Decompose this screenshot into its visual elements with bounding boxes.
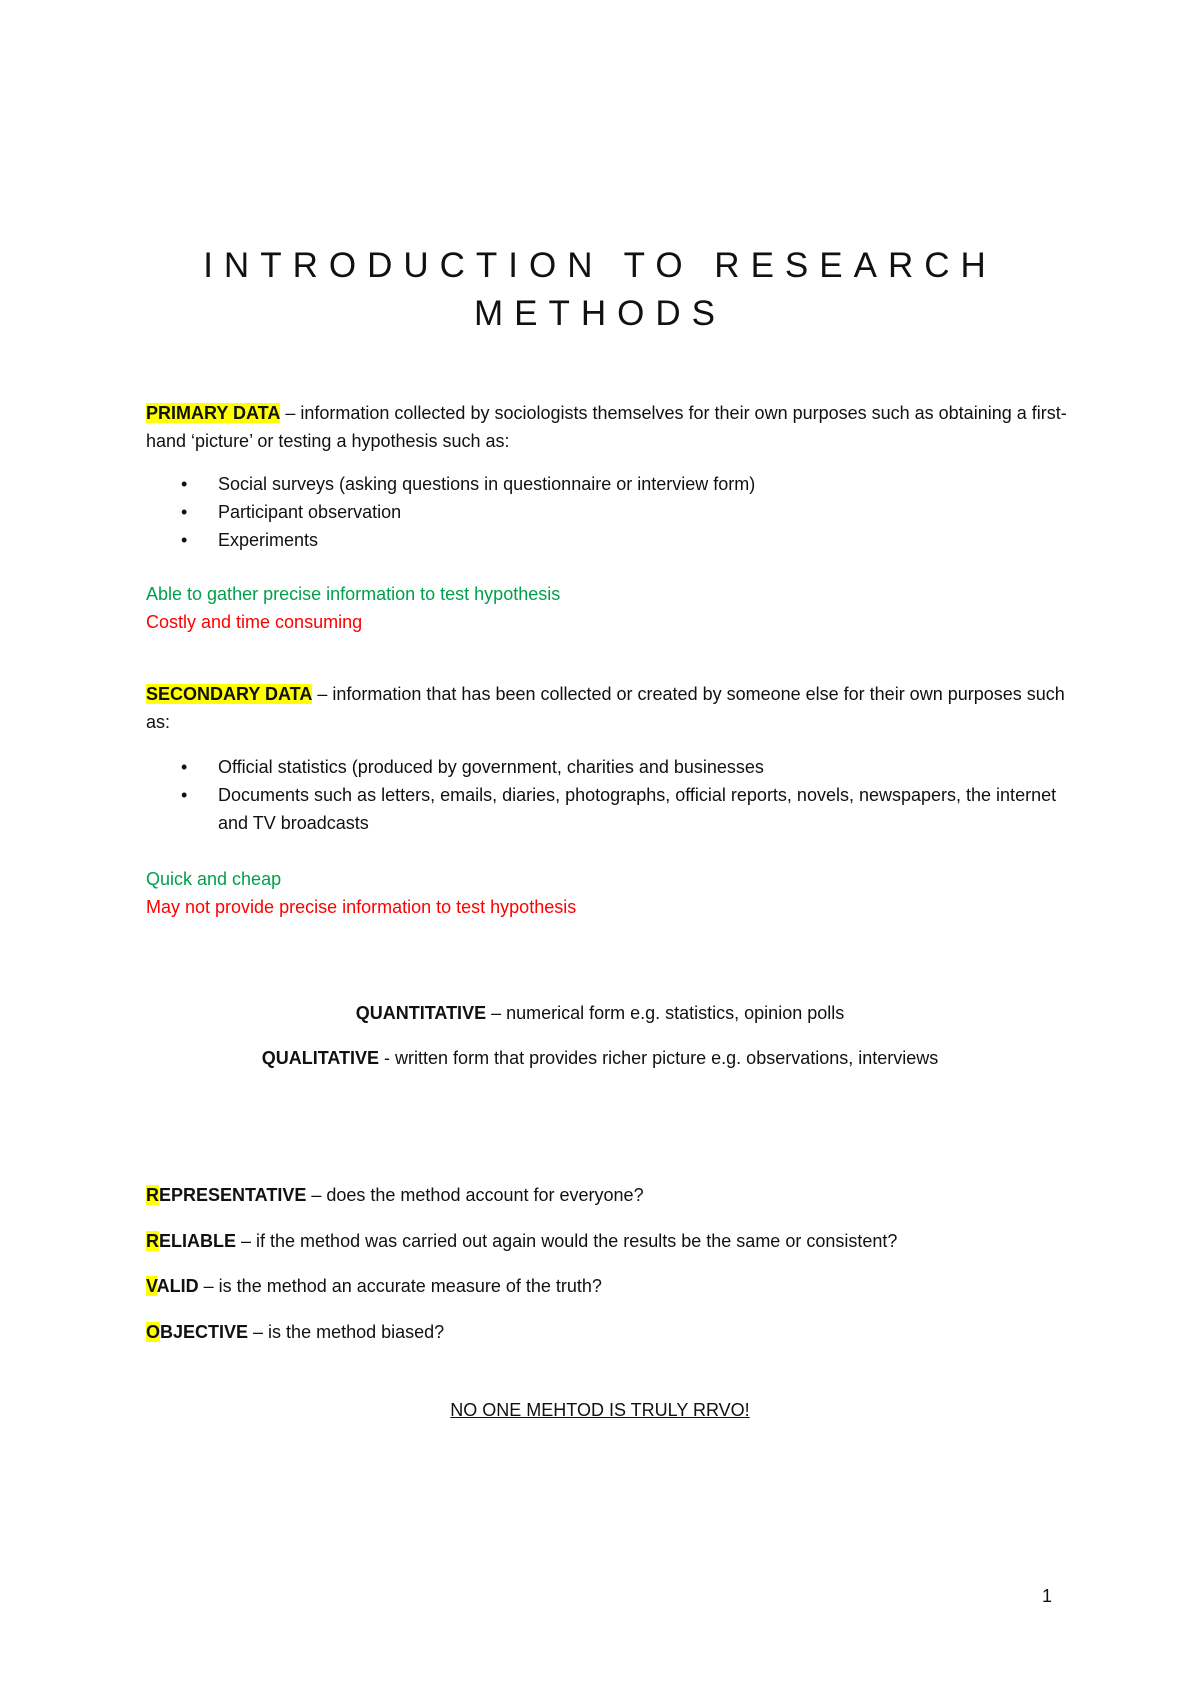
quantitative-term: QUANTITATIVE	[355, 1003, 487, 1023]
qualitative-term: QUALITATIVE	[261, 1048, 380, 1068]
secondary-data-term: SECONDARY DATA	[146, 684, 313, 704]
title-line-2: METHODS	[474, 294, 726, 333]
secondary-data-disadvantage: May not provide precise information to test hypothesis	[146, 897, 577, 917]
list-item: • Social surveys (asking questions in questionnaire or interview form)	[146, 470, 1076, 498]
page-number: 1	[1042, 1586, 1053, 1606]
primary-data-advantage: Able to gather precise information to test hypothesis	[146, 584, 561, 604]
secondary-data-text: – information that has been collected or created by someone else for their own purposes such as:	[146, 684, 1065, 732]
rrvo-letter: R	[146, 1231, 159, 1251]
list-item: • Documents such as letters, emails, diaries, photographs, official reports, novels, newspapers, the internet and TV broadcasts	[146, 781, 1076, 837]
rrvo-item-representative: REPRESENTATIVE – does the method account for everyone?	[146, 1185, 644, 1205]
document-title	[130, 242, 1070, 338]
bullet-icon: •	[181, 474, 188, 494]
secondary-data-list	[146, 753, 1076, 837]
rrvo-letter: O	[146, 1322, 161, 1342]
primary-data-list	[146, 470, 1076, 554]
rrvo-item-objective: OBJECTIVE – is the method biased?	[146, 1322, 445, 1342]
quantitative-definition: QUANTITATIVE – numerical form e.g. statistics, opinion polls	[355, 1003, 845, 1023]
secondary-data-definition	[146, 680, 1086, 736]
title-line-1: INTRODUCTION TO RESEARCH	[203, 246, 997, 285]
primary-data-disadvantage: Costly and time consuming	[146, 612, 363, 632]
rrvo-letter: R	[146, 1185, 159, 1205]
bullet-icon: •	[181, 757, 188, 777]
rrvo-item-valid: VALID – is the method an accurate measure of the truth?	[146, 1276, 602, 1296]
bullet-icon: •	[181, 785, 188, 805]
rrvo-letter: V	[146, 1276, 157, 1296]
list-item: • Experiments	[146, 526, 1076, 554]
primary-data-definition	[146, 399, 1086, 455]
rrvo-item-reliable: RELIABLE – if the method was carried out again would the results be the same or consistent?	[146, 1231, 898, 1251]
bullet-icon: •	[181, 530, 188, 550]
primary-data-term: PRIMARY DATA	[146, 403, 281, 423]
bullet-icon: •	[181, 502, 188, 522]
primary-data-text: – information collected by sociologists themselves for their own purposes such as obtaining a first-hand ‘picture’ or testing a hypothesis such as:	[146, 403, 1067, 451]
list-item: • Official statistics (produced by government, charities and businesses	[146, 753, 1076, 781]
qualitative-definition: QUALITATIVE - written form that provides richer picture e.g. observations, interviews	[261, 1048, 939, 1068]
secondary-data-advantage: Quick and cheap	[146, 869, 282, 889]
list-item: • Participant observation	[146, 498, 1076, 526]
conclusion-statement: NO ONE MEHTOD IS TRULY RRVO!	[450, 1400, 750, 1420]
